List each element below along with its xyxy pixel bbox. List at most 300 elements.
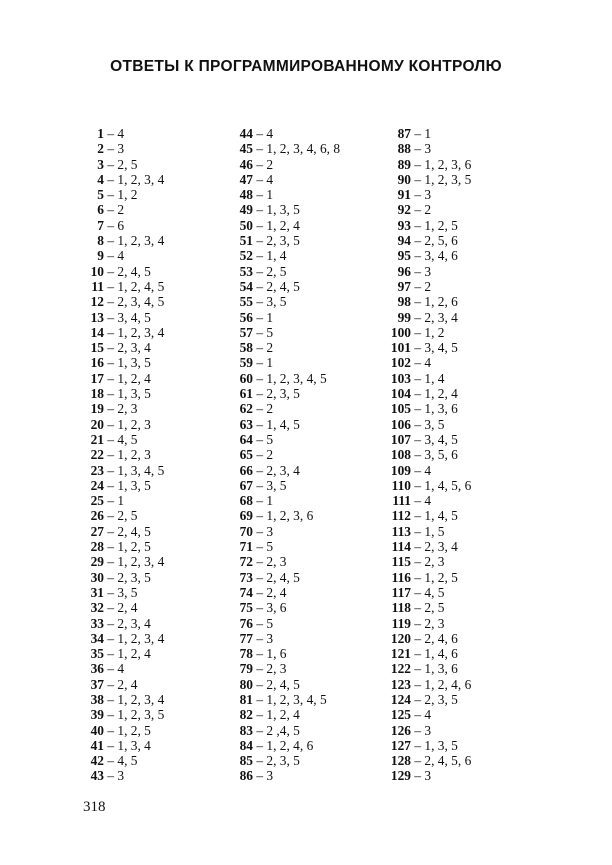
answer-line xyxy=(82,264,222,279)
answer-dash: – xyxy=(253,584,267,600)
answer-value: 1, 2, 4 xyxy=(266,707,300,723)
question-number: 88 xyxy=(397,141,411,157)
question-number: 97 xyxy=(397,278,411,294)
answer-line xyxy=(231,570,381,585)
question-number: 95 xyxy=(397,248,411,264)
question-number: 12 xyxy=(90,294,104,310)
answer-column-2 xyxy=(231,126,381,784)
answer-line xyxy=(231,248,381,263)
answer-line xyxy=(231,738,381,753)
answer-line xyxy=(231,325,381,340)
question-number: 45 xyxy=(239,141,253,157)
question-number: 20 xyxy=(90,416,104,432)
answer-value: 2, 3 xyxy=(424,554,445,570)
answer-value: 2 xyxy=(266,156,274,172)
answer-value: 3, 4, 5 xyxy=(117,309,151,325)
question-number: 80 xyxy=(239,676,253,692)
question-number: 70 xyxy=(239,523,253,539)
answer-dash: – xyxy=(411,309,425,325)
question-number: 106 xyxy=(390,416,411,432)
answer-dash: – xyxy=(411,661,425,677)
answer-value: 1, 4, 5 xyxy=(424,508,458,524)
answer-dash: – xyxy=(411,539,425,555)
question-number: 86 xyxy=(239,768,253,784)
answer-line xyxy=(82,386,222,401)
answer-dash: – xyxy=(253,722,267,738)
answer-dash: – xyxy=(104,431,118,447)
answer-dash: – xyxy=(253,615,267,631)
answer-value: 1, 2, 3, 4 xyxy=(117,554,165,570)
answer-value: 2 xyxy=(266,340,274,356)
answer-dash: – xyxy=(253,554,267,570)
question-number: 8 xyxy=(97,233,104,249)
answer-value: 2, 3, 5 xyxy=(424,691,458,707)
question-number: 5 xyxy=(97,187,104,203)
question-number: 60 xyxy=(239,370,253,386)
answer-value: 1, 2, 3, 4 xyxy=(117,171,165,187)
answer-value: 4 xyxy=(117,248,125,264)
answer-value: 1 xyxy=(117,493,125,509)
question-number: 77 xyxy=(239,630,253,646)
question-number: 83 xyxy=(239,722,253,738)
question-number: 39 xyxy=(90,707,104,723)
answer-value: 1, 3, 6 xyxy=(424,661,458,677)
answer-dash: – xyxy=(253,569,267,585)
answer-value: 3, 5 xyxy=(266,294,287,310)
answer-dash: – xyxy=(104,401,118,417)
question-number: 113 xyxy=(391,523,411,539)
answer-dash: – xyxy=(253,156,267,172)
answer-dash: – xyxy=(104,753,118,769)
question-number: 14 xyxy=(90,324,104,340)
question-number: 38 xyxy=(90,691,104,707)
answer-dash: – xyxy=(104,248,118,264)
answer-dash: – xyxy=(411,737,425,753)
answer-dash: – xyxy=(411,187,425,203)
answer-value: 4, 5 xyxy=(424,584,445,600)
question-number: 105 xyxy=(390,401,411,417)
answer-value: 2, 4 xyxy=(117,600,138,616)
answer-value: 4 xyxy=(424,493,432,509)
question-number: 124 xyxy=(390,691,411,707)
answer-value: 2, 5 xyxy=(117,508,138,524)
answer-value: 1, 2, 5 xyxy=(424,569,458,585)
question-number: 102 xyxy=(390,355,411,371)
answer-line xyxy=(82,371,222,386)
answer-value: 1, 2, 3, 4 xyxy=(117,324,165,340)
question-number: 62 xyxy=(239,401,253,417)
answer-line xyxy=(82,554,222,569)
question-number: 76 xyxy=(239,615,253,631)
answer-line xyxy=(231,172,381,187)
answer-line xyxy=(82,600,222,615)
answer-value: 1, 2, 6 xyxy=(424,294,458,310)
answer-line xyxy=(82,646,222,661)
answer-line xyxy=(82,157,222,172)
answer-line xyxy=(82,524,222,539)
question-number: 84 xyxy=(239,737,253,753)
question-number: 120 xyxy=(390,630,411,646)
answer-dash: – xyxy=(253,508,267,524)
question-number: 117 xyxy=(391,584,411,600)
question-number: 54 xyxy=(239,278,253,294)
question-number: 64 xyxy=(239,431,253,447)
answer-line xyxy=(82,508,222,523)
question-number: 121 xyxy=(390,646,411,662)
answer-value: 3 xyxy=(424,263,432,279)
answer-line xyxy=(381,753,531,768)
question-number: 66 xyxy=(239,462,253,478)
answer-value: 3 xyxy=(424,768,432,784)
answer-line xyxy=(231,264,381,279)
question-number: 35 xyxy=(90,646,104,662)
answer-value: 1, 3, 5 xyxy=(266,202,300,218)
question-number: 78 xyxy=(239,646,253,662)
question-number: 4 xyxy=(97,171,104,187)
answer-line xyxy=(381,340,531,355)
answer-value: 1, 4 xyxy=(424,370,445,386)
question-number: 98 xyxy=(397,294,411,310)
answer-dash: – xyxy=(104,278,118,294)
question-number: 55 xyxy=(239,294,253,310)
answer-line xyxy=(381,478,531,493)
question-number: 22 xyxy=(90,447,104,463)
answer-line xyxy=(82,294,222,309)
answer-line xyxy=(82,661,222,676)
answer-dash: – xyxy=(411,569,425,585)
answer-value: 1, 3, 5 xyxy=(424,737,458,753)
answer-value: 1, 2, 3 xyxy=(117,447,151,463)
answer-line xyxy=(82,401,222,416)
answer-dash: – xyxy=(253,309,267,325)
answer-value: 1, 3, 5 xyxy=(117,386,151,402)
answer-dash: – xyxy=(253,768,267,784)
answer-value: 3 xyxy=(424,141,432,157)
answer-value: 5 xyxy=(266,324,274,340)
answer-value: 1, 2, 3, 4 xyxy=(117,233,165,249)
question-number: 27 xyxy=(90,523,104,539)
answer-value: 2, 3, 4 xyxy=(117,615,151,631)
answer-value: 3, 5 xyxy=(266,477,287,493)
answer-value: 2, 4, 5 xyxy=(117,523,151,539)
answer-line xyxy=(231,187,381,202)
question-number: 3 xyxy=(97,156,104,172)
question-number: 75 xyxy=(239,600,253,616)
answer-dash: – xyxy=(104,676,118,692)
answer-line xyxy=(231,417,381,432)
answer-line xyxy=(231,141,381,156)
answer-value: 2, 3 xyxy=(117,401,138,417)
answer-line xyxy=(381,386,531,401)
question-number: 110 xyxy=(391,477,411,493)
answer-value: 2, 4, 5 xyxy=(266,676,300,692)
answer-line xyxy=(82,187,222,202)
question-number: 122 xyxy=(390,661,411,677)
answer-dash: – xyxy=(411,508,425,524)
answer-value: 1, 2, 4 xyxy=(266,217,300,233)
question-number: 31 xyxy=(90,584,104,600)
question-number: 109 xyxy=(390,462,411,478)
question-number: 103 xyxy=(390,370,411,386)
answer-dash: – xyxy=(253,753,267,769)
answer-dash: – xyxy=(411,584,425,600)
answer-dash: – xyxy=(411,646,425,662)
answer-dash: – xyxy=(411,355,425,371)
answer-column-1 xyxy=(82,126,222,784)
question-number: 10 xyxy=(90,263,104,279)
answer-dash: – xyxy=(253,707,267,723)
question-number: 41 xyxy=(90,737,104,753)
answer-value: 2, 5 xyxy=(266,263,287,279)
answer-line xyxy=(231,463,381,478)
answer-value: 1, 2, 3, 4 xyxy=(117,630,165,646)
answer-dash: – xyxy=(104,340,118,356)
answer-line xyxy=(82,248,222,263)
question-number: 26 xyxy=(90,508,104,524)
answer-dash: – xyxy=(104,600,118,616)
answer-line xyxy=(82,417,222,432)
answer-line xyxy=(231,371,381,386)
answer-dash: – xyxy=(411,202,425,218)
answer-dash: – xyxy=(104,539,118,555)
answer-value: 3, 4, 5 xyxy=(424,431,458,447)
question-number: 127 xyxy=(390,737,411,753)
answer-dash: – xyxy=(253,737,267,753)
question-number: 51 xyxy=(239,233,253,249)
answer-value: 5 xyxy=(266,431,274,447)
question-number: 21 xyxy=(90,431,104,447)
answer-line xyxy=(231,524,381,539)
answer-line xyxy=(82,355,222,370)
question-number: 24 xyxy=(90,477,104,493)
answer-dash: – xyxy=(253,263,267,279)
answer-value: 3, 5 xyxy=(117,584,138,600)
answer-line xyxy=(82,340,222,355)
question-number: 125 xyxy=(390,707,411,723)
answer-dash: – xyxy=(411,233,425,249)
answer-value: 2, 5 xyxy=(424,600,445,616)
answer-line xyxy=(231,386,381,401)
answer-value: 2, 3, 5 xyxy=(266,386,300,402)
question-number: 53 xyxy=(239,263,253,279)
question-number: 6 xyxy=(97,202,104,218)
answer-line xyxy=(82,677,222,692)
answer-column-3 xyxy=(381,126,531,784)
answer-line xyxy=(381,508,531,523)
answer-line xyxy=(381,248,531,263)
answer-value: 3 xyxy=(266,768,274,784)
answer-dash: – xyxy=(253,324,267,340)
answer-line xyxy=(381,294,531,309)
question-number: 118 xyxy=(391,600,411,616)
answer-value: 4 xyxy=(266,126,274,141)
answer-value: 2, 3, 4 xyxy=(266,462,300,478)
answer-dash: – xyxy=(411,370,425,386)
question-number: 46 xyxy=(239,156,253,172)
answer-line xyxy=(381,218,531,233)
answer-dash: – xyxy=(104,309,118,325)
answer-line xyxy=(381,355,531,370)
answer-value: 2, 3, 5 xyxy=(117,569,151,585)
question-number: 36 xyxy=(90,661,104,677)
question-number: 49 xyxy=(239,202,253,218)
answer-line xyxy=(82,753,222,768)
answer-line xyxy=(231,340,381,355)
answer-value: 1, 6 xyxy=(266,646,287,662)
answer-line xyxy=(231,279,381,294)
answer-line xyxy=(231,768,381,783)
answer-dash: – xyxy=(104,416,118,432)
answer-value: 1, 2, 3, 4, 6, 8 xyxy=(266,141,341,157)
question-number: 25 xyxy=(90,493,104,509)
question-number: 93 xyxy=(397,217,411,233)
answer-value: 3, 6 xyxy=(266,600,287,616)
question-number: 50 xyxy=(239,217,253,233)
answer-dash: – xyxy=(411,126,425,141)
answer-line xyxy=(82,738,222,753)
answer-dash: – xyxy=(104,462,118,478)
answer-value: 4 xyxy=(117,126,125,141)
answer-value: 2, 4, 5, 6 xyxy=(424,753,472,769)
answer-value: 1, 4 xyxy=(266,248,287,264)
question-number: 37 xyxy=(90,676,104,692)
question-number: 92 xyxy=(397,202,411,218)
question-number: 15 xyxy=(90,340,104,356)
answer-line xyxy=(82,310,222,325)
question-number: 72 xyxy=(239,554,253,570)
answer-dash: – xyxy=(104,386,118,402)
answer-line xyxy=(82,172,222,187)
answer-dash: – xyxy=(411,630,425,646)
question-number: 94 xyxy=(397,233,411,249)
question-number: 85 xyxy=(239,753,253,769)
answer-value: 4, 5 xyxy=(117,431,138,447)
answer-value: 1, 3, 5 xyxy=(117,477,151,493)
answer-value: 2, 4, 5 xyxy=(117,263,151,279)
answer-dash: – xyxy=(253,248,267,264)
answer-dash: – xyxy=(104,447,118,463)
answer-line xyxy=(381,539,531,554)
answer-dash: – xyxy=(104,615,118,631)
answer-dash: – xyxy=(411,600,425,616)
page-title: ОТВЕТЫ К ПРОГРАММИРОВАННОМУ КОНТРОЛЮ xyxy=(110,58,502,75)
answer-line xyxy=(82,570,222,585)
answer-line xyxy=(381,570,531,585)
answer-line xyxy=(231,294,381,309)
answer-dash: – xyxy=(253,416,267,432)
answer-value: 1, 2, 3, 4, 5 xyxy=(266,370,327,386)
answer-dash: – xyxy=(253,447,267,463)
answer-value: 1, 2, 5 xyxy=(424,217,458,233)
question-number: 57 xyxy=(239,324,253,340)
answer-dash: – xyxy=(411,294,425,310)
answer-line xyxy=(82,723,222,738)
answer-line xyxy=(231,554,381,569)
answer-line xyxy=(381,233,531,248)
question-number: 23 xyxy=(90,462,104,478)
answer-value: 1, 2 xyxy=(117,187,138,203)
question-number: 73 xyxy=(239,569,253,585)
answer-value: 1, 3, 6 xyxy=(424,401,458,417)
answer-line xyxy=(381,157,531,172)
answer-dash: – xyxy=(104,141,118,157)
answer-value: 3 xyxy=(266,523,274,539)
answer-value: 1 xyxy=(424,126,432,141)
question-number: 2 xyxy=(97,141,104,157)
answer-dash: – xyxy=(253,493,267,509)
answer-dash: – xyxy=(411,263,425,279)
question-number: 13 xyxy=(90,309,104,325)
answer-value: 2, 3, 4 xyxy=(424,309,458,325)
answer-line xyxy=(82,692,222,707)
answer-value: 2, 3 xyxy=(266,661,287,677)
question-number: 100 xyxy=(390,324,411,340)
answer-dash: – xyxy=(411,768,425,784)
answer-value: 1, 3, 4 xyxy=(117,737,151,753)
answer-line xyxy=(82,539,222,554)
answer-dash: – xyxy=(411,691,425,707)
answer-line xyxy=(381,279,531,294)
answer-line xyxy=(231,677,381,692)
answer-value: 1, 5 xyxy=(424,523,445,539)
answer-dash: – xyxy=(104,202,118,218)
question-number: 47 xyxy=(239,171,253,187)
answer-dash: – xyxy=(253,340,267,356)
question-number: 71 xyxy=(239,539,253,555)
answer-dash: – xyxy=(253,294,267,310)
answer-line xyxy=(82,768,222,783)
answer-dash: – xyxy=(411,753,425,769)
answer-dash: – xyxy=(104,187,118,203)
answer-dash: – xyxy=(411,171,425,187)
answer-value: 2, 5 xyxy=(117,156,138,172)
answer-dash: – xyxy=(411,462,425,478)
answer-line xyxy=(381,447,531,462)
answer-line xyxy=(381,417,531,432)
answer-value: 3 xyxy=(117,768,125,784)
question-number: 114 xyxy=(391,539,411,555)
answer-dash: – xyxy=(253,646,267,662)
answer-dash: – xyxy=(104,217,118,233)
answer-value: 1, 2, 3, 4, 5 xyxy=(266,691,327,707)
question-number: 119 xyxy=(391,615,411,631)
question-number: 99 xyxy=(397,309,411,325)
answer-line xyxy=(82,233,222,248)
answer-line xyxy=(381,738,531,753)
answer-value: 3, 5 xyxy=(424,416,445,432)
answer-dash: – xyxy=(253,187,267,203)
answer-line xyxy=(381,585,531,600)
answer-line xyxy=(231,723,381,738)
answer-value: 1, 2, 3, 5 xyxy=(424,171,472,187)
answer-value: 5 xyxy=(266,615,274,631)
answer-value: 1, 2, 4, 6 xyxy=(424,676,472,692)
answer-dash: – xyxy=(411,523,425,539)
answer-line xyxy=(381,325,531,340)
question-number: 104 xyxy=(390,386,411,402)
answer-value: 2, 3, 4 xyxy=(117,340,151,356)
answer-dash: – xyxy=(104,294,118,310)
answer-value: 2, 4 xyxy=(117,676,138,692)
answer-line xyxy=(82,432,222,447)
answer-dash: – xyxy=(104,508,118,524)
question-number: 116 xyxy=(391,569,411,585)
question-number: 91 xyxy=(397,187,411,203)
answer-value: 3, 4, 6 xyxy=(424,248,458,264)
answer-dash: – xyxy=(104,493,118,509)
answer-dash: – xyxy=(104,584,118,600)
question-number: 108 xyxy=(390,447,411,463)
